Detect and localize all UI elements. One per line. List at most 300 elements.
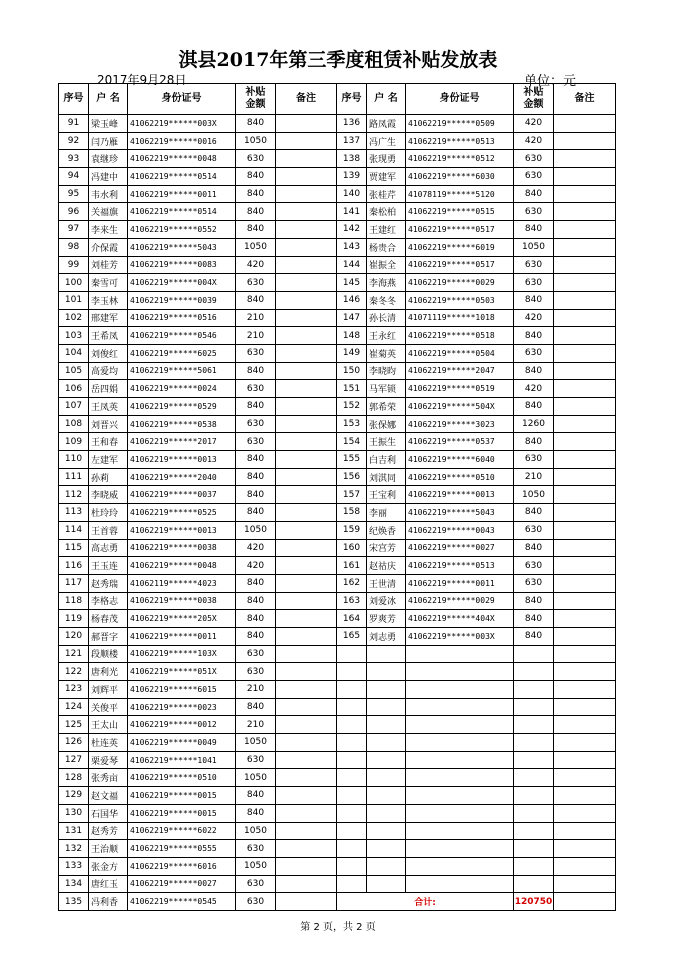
amount-cell: 840 (236, 787, 276, 805)
id-cell: 41062219******0545 (128, 893, 236, 911)
empty-cell (406, 787, 514, 805)
name-cell: 高志勇 (89, 539, 128, 557)
remark-cell (554, 256, 616, 274)
id-cell: 41062219******0546 (128, 327, 236, 345)
amount-cell: 630 (236, 893, 276, 911)
table-row (59, 804, 616, 822)
table-row (59, 398, 616, 416)
amount-cell: 840 (236, 804, 276, 822)
seq-cell: 111 (59, 468, 89, 486)
table-row (59, 168, 616, 186)
id-cell: 41062219******0039 (128, 291, 236, 309)
id-cell: 41062219******0503 (406, 291, 514, 309)
name-cell: 冯广生 (367, 132, 406, 150)
remark-cell (276, 309, 337, 327)
amount-cell: 630 (514, 203, 554, 221)
id-cell: 41071119******1018 (406, 309, 514, 327)
name-cell: 白吉利 (367, 451, 406, 469)
empty-cell (514, 734, 554, 752)
id-cell: 41062219******0029 (406, 592, 514, 610)
seq-cell: 163 (337, 592, 367, 610)
table-row (59, 751, 616, 769)
remark-cell (276, 168, 337, 186)
amount-cell: 630 (236, 433, 276, 451)
seq-cell: 110 (59, 451, 89, 469)
amount-cell: 630 (236, 415, 276, 433)
id-cell: 41062219******5043 (406, 504, 514, 522)
amount-cell: 840 (514, 592, 554, 610)
seq-cell: 132 (59, 840, 89, 858)
name-cell: 李海燕 (367, 274, 406, 292)
table-row (59, 857, 616, 875)
header-amount-line1: 补贴 (523, 87, 544, 98)
remark-cell (554, 398, 616, 416)
id-cell: 41062219******0012 (128, 716, 236, 734)
amount-cell: 840 (236, 486, 276, 504)
amount-cell: 630 (514, 451, 554, 469)
seq-cell: 103 (59, 327, 89, 345)
name-cell: 崔菊英 (367, 344, 406, 362)
seq-cell: 144 (337, 256, 367, 274)
id-cell: 41062219******051X (128, 663, 236, 681)
seq-cell: 93 (59, 150, 89, 168)
empty-cell (514, 822, 554, 840)
id-cell: 41062119******4023 (128, 574, 236, 592)
id-cell: 41062219******0512 (406, 150, 514, 168)
remark-cell (276, 398, 337, 416)
seq-cell: 128 (59, 769, 89, 787)
empty-cell (514, 769, 554, 787)
empty-cell (337, 857, 367, 875)
remark-cell (554, 309, 616, 327)
id-cell: 41062219******0504 (406, 344, 514, 362)
header-remark: 备注 (276, 84, 337, 115)
remark-cell (276, 716, 337, 734)
remark-cell (554, 221, 616, 239)
remark-cell (276, 681, 337, 699)
name-cell: 王振生 (367, 433, 406, 451)
remark-cell (276, 645, 337, 663)
empty-cell (514, 663, 554, 681)
seq-cell: 162 (337, 574, 367, 592)
empty-cell (337, 751, 367, 769)
amount-cell: 1050 (514, 486, 554, 504)
empty-cell (554, 698, 616, 716)
remark-cell (276, 592, 337, 610)
empty-cell (554, 875, 616, 893)
table-row (59, 327, 616, 345)
remark-cell (554, 327, 616, 345)
amount-cell: 840 (514, 185, 554, 203)
amount-cell: 630 (514, 574, 554, 592)
amount-cell: 420 (514, 115, 554, 133)
remark-cell (276, 274, 337, 292)
amount-cell: 210 (236, 309, 276, 327)
name-cell: 宋宫芳 (367, 539, 406, 557)
amount-cell: 630 (514, 557, 554, 575)
name-cell: 杜连英 (89, 734, 128, 752)
table-row (59, 574, 616, 592)
seq-cell: 112 (59, 486, 89, 504)
id-cell: 41062219******003X (406, 627, 514, 645)
table-row (59, 557, 616, 575)
amount-cell: 630 (514, 256, 554, 274)
id-cell: 41062219******0011 (406, 574, 514, 592)
seq-cell: 160 (337, 539, 367, 557)
id-cell: 41062219******0037 (128, 486, 236, 504)
seq-cell: 158 (337, 504, 367, 522)
empty-cell (554, 804, 616, 822)
remark-cell (276, 203, 337, 221)
empty-cell (367, 875, 406, 893)
remark-cell (554, 468, 616, 486)
name-cell: 介保霞 (89, 238, 128, 256)
page-footer: 第 2 页，共 2 页 (300, 922, 376, 933)
remark-cell (276, 415, 337, 433)
empty-cell (514, 645, 554, 663)
id-cell: 41062219******0049 (128, 734, 236, 752)
remark-cell (554, 557, 616, 575)
amount-cell: 420 (514, 380, 554, 398)
seq-cell: 151 (337, 380, 367, 398)
seq-cell: 150 (337, 362, 367, 380)
table-row (59, 309, 616, 327)
remark-cell (276, 822, 337, 840)
table-row (59, 769, 616, 787)
name-cell: 路凤霞 (367, 115, 406, 133)
remark-cell (276, 787, 337, 805)
table-row (59, 415, 616, 433)
table-row (59, 521, 616, 539)
header-seq: 序号 (59, 84, 89, 115)
empty-cell (514, 751, 554, 769)
id-cell: 41062219******0529 (128, 398, 236, 416)
name-cell: 石国华 (89, 804, 128, 822)
header-remark: 备注 (554, 84, 616, 115)
name-cell: 秦冬冬 (367, 291, 406, 309)
seq-cell: 117 (59, 574, 89, 592)
empty-cell (406, 822, 514, 840)
id-cell: 41062219******5043 (128, 238, 236, 256)
seq-cell: 108 (59, 415, 89, 433)
amount-cell: 210 (236, 327, 276, 345)
empty-cell (367, 751, 406, 769)
remark-cell (276, 291, 337, 309)
amount-cell: 1050 (236, 238, 276, 256)
seq-cell: 97 (59, 221, 89, 239)
id-cell: 41062219******0513 (406, 557, 514, 575)
header-row (59, 84, 616, 115)
table-row (59, 238, 616, 256)
amount-cell: 840 (236, 398, 276, 416)
empty-cell (406, 645, 514, 663)
amount-cell: 840 (236, 185, 276, 203)
empty-cell (514, 804, 554, 822)
empty-cell (367, 663, 406, 681)
empty-cell (337, 663, 367, 681)
amount-cell: 630 (236, 875, 276, 893)
header-amount-line2: 金额 (523, 99, 544, 110)
table-body (59, 115, 616, 911)
name-cell: 袁继珍 (89, 150, 128, 168)
id-cell: 41062219******0048 (128, 150, 236, 168)
empty-cell (337, 681, 367, 699)
remark-cell (276, 327, 337, 345)
id-cell: 41062219******0517 (406, 256, 514, 274)
amount-cell: 840 (236, 451, 276, 469)
name-cell: 李玉林 (89, 291, 128, 309)
seq-cell: 165 (337, 627, 367, 645)
id-cell: 41062219******0519 (406, 380, 514, 398)
table-row (59, 681, 616, 699)
empty-cell (406, 663, 514, 681)
id-cell: 41062219******6016 (128, 857, 236, 875)
seq-cell: 99 (59, 256, 89, 274)
id-cell: 41062219******0043 (406, 521, 514, 539)
amount-cell: 840 (236, 504, 276, 522)
amount-cell: 840 (236, 468, 276, 486)
empty-cell (367, 698, 406, 716)
amount-cell: 630 (236, 150, 276, 168)
id-cell: 41062219******0517 (406, 221, 514, 239)
seq-cell: 143 (337, 238, 367, 256)
name-cell: 马军锁 (367, 380, 406, 398)
amount-cell: 840 (514, 362, 554, 380)
name-cell: 关俊平 (89, 698, 128, 716)
table-row (59, 734, 616, 752)
empty-cell (337, 822, 367, 840)
id-cell: 41062219******0510 (128, 769, 236, 787)
name-cell: 秦松柏 (367, 203, 406, 221)
seq-cell: 139 (337, 168, 367, 186)
name-cell: 王治顺 (89, 840, 128, 858)
seq-cell: 126 (59, 734, 89, 752)
table-row (59, 344, 616, 362)
remark-cell (276, 857, 337, 875)
seq-cell: 147 (337, 309, 367, 327)
amount-cell: 840 (236, 221, 276, 239)
seq-cell: 154 (337, 433, 367, 451)
id-cell: 41062219******0029 (406, 274, 514, 292)
amount-cell: 630 (514, 150, 554, 168)
header-amount (236, 84, 276, 115)
header-name: 户 名 (89, 84, 128, 115)
name-cell: 张现勇 (367, 150, 406, 168)
amount-cell: 840 (514, 291, 554, 309)
seq-cell: 141 (337, 203, 367, 221)
empty-cell (406, 751, 514, 769)
amount-cell: 630 (514, 521, 554, 539)
seq-cell: 155 (337, 451, 367, 469)
id-cell: 41062219******2047 (406, 362, 514, 380)
amount-cell: 1050 (236, 521, 276, 539)
seq-cell: 137 (337, 132, 367, 150)
id-cell: 41078119******5120 (406, 185, 514, 203)
amount-cell: 630 (514, 344, 554, 362)
id-cell: 41062219******3023 (406, 415, 514, 433)
remark-cell (554, 291, 616, 309)
empty-cell (514, 840, 554, 858)
table-row (59, 115, 616, 133)
remark-cell (276, 627, 337, 645)
seq-cell: 135 (59, 893, 89, 911)
id-cell: 41062219******504X (406, 398, 514, 416)
name-cell: 孙长清 (367, 309, 406, 327)
table-row (59, 698, 616, 716)
empty-cell (337, 645, 367, 663)
amount-cell: 840 (236, 203, 276, 221)
seq-cell: 116 (59, 557, 89, 575)
table-row (59, 362, 616, 380)
amount-cell: 840 (236, 627, 276, 645)
amount-cell: 840 (236, 362, 276, 380)
table-row (59, 203, 616, 221)
id-cell: 41062219******0513 (406, 132, 514, 150)
name-cell: 罗爽芳 (367, 610, 406, 628)
seq-cell: 127 (59, 751, 89, 769)
amount-cell: 420 (236, 539, 276, 557)
amount-cell: 420 (514, 132, 554, 150)
remark-cell (276, 256, 337, 274)
name-cell: 邢建军 (89, 309, 128, 327)
seq-cell: 159 (337, 521, 367, 539)
amount-cell: 840 (514, 398, 554, 416)
seq-cell: 102 (59, 309, 89, 327)
id-cell: 41062219******2040 (128, 468, 236, 486)
seq-cell: 122 (59, 663, 89, 681)
remark-cell (276, 893, 337, 911)
total-label: 合计: (337, 893, 514, 911)
remark-cell (554, 893, 616, 911)
name-cell: 岳四娟 (89, 380, 128, 398)
empty-cell (406, 681, 514, 699)
amount-cell: 840 (236, 592, 276, 610)
seq-cell: 123 (59, 681, 89, 699)
seq-cell: 152 (337, 398, 367, 416)
empty-cell (554, 734, 616, 752)
id-cell: 41062219******0516 (128, 309, 236, 327)
remark-cell (276, 574, 337, 592)
table-row (59, 539, 616, 557)
seq-cell: 164 (337, 610, 367, 628)
header-name: 户 名 (367, 84, 406, 115)
name-cell: 唐利光 (89, 663, 128, 681)
remark-cell (554, 592, 616, 610)
amount-cell: 1050 (236, 857, 276, 875)
id-cell: 41062219******2017 (128, 433, 236, 451)
seq-cell: 142 (337, 221, 367, 239)
id-cell: 41062219******0514 (128, 203, 236, 221)
id-cell: 41062219******0555 (128, 840, 236, 858)
name-cell: 刘爱冰 (367, 592, 406, 610)
empty-cell (367, 734, 406, 752)
id-cell: 41062219******6015 (128, 681, 236, 699)
amount-cell: 630 (514, 168, 554, 186)
remark-cell (276, 221, 337, 239)
amount-cell: 420 (514, 309, 554, 327)
table-row (59, 627, 616, 645)
remark-cell (276, 804, 337, 822)
amount-cell: 210 (514, 468, 554, 486)
empty-cell (367, 645, 406, 663)
name-cell: 王首蓉 (89, 521, 128, 539)
seq-cell: 146 (337, 291, 367, 309)
table-row (59, 645, 616, 663)
seq-cell: 136 (337, 115, 367, 133)
seq-cell: 156 (337, 468, 367, 486)
empty-cell (367, 787, 406, 805)
empty-cell (406, 857, 514, 875)
remark-cell (554, 433, 616, 451)
empty-cell (554, 751, 616, 769)
remark-cell (554, 610, 616, 628)
empty-cell (514, 857, 554, 875)
name-cell: 高爱均 (89, 362, 128, 380)
amount-cell: 630 (236, 663, 276, 681)
id-cell: 41062219******0083 (128, 256, 236, 274)
seq-cell: 153 (337, 415, 367, 433)
remark-cell (276, 840, 337, 858)
seq-cell: 109 (59, 433, 89, 451)
name-cell: 李晓昀 (367, 362, 406, 380)
empty-cell (406, 840, 514, 858)
amount-cell: 630 (236, 840, 276, 858)
remark-cell (276, 451, 337, 469)
name-cell: 韦水利 (89, 185, 128, 203)
amount-cell: 420 (236, 256, 276, 274)
table-row (59, 787, 616, 805)
remark-cell (276, 751, 337, 769)
empty-cell (367, 681, 406, 699)
empty-cell (337, 734, 367, 752)
empty-cell (367, 822, 406, 840)
id-cell: 41062219******0510 (406, 468, 514, 486)
name-cell: 贾建军 (367, 168, 406, 186)
name-cell: 唐红玉 (89, 875, 128, 893)
id-cell: 41062219******6030 (406, 168, 514, 186)
table-row (59, 150, 616, 168)
id-cell: 41062219******1041 (128, 751, 236, 769)
remark-cell (554, 115, 616, 133)
table-row (59, 291, 616, 309)
name-cell: 栗爱琴 (89, 751, 128, 769)
id-cell: 41062219******0552 (128, 221, 236, 239)
empty-cell (337, 787, 367, 805)
table-row (59, 274, 616, 292)
seq-cell: 96 (59, 203, 89, 221)
empty-cell (367, 716, 406, 734)
empty-cell (554, 716, 616, 734)
id-cell: 41062219******0515 (406, 203, 514, 221)
seq-cell: 104 (59, 344, 89, 362)
name-cell: 刘俊红 (89, 344, 128, 362)
id-cell: 41062219******0525 (128, 504, 236, 522)
id-cell: 41062219******6019 (406, 238, 514, 256)
empty-cell (554, 681, 616, 699)
remark-cell (276, 238, 337, 256)
id-cell: 41062219******0011 (128, 627, 236, 645)
remark-cell (554, 521, 616, 539)
total-value: 120750 (514, 893, 554, 911)
id-cell: 41062219******404X (406, 610, 514, 628)
name-cell: 纪焕香 (367, 521, 406, 539)
header-seq: 序号 (337, 84, 367, 115)
date-label: 2017年9月28日 (97, 73, 187, 87)
name-cell: 刘淇同 (367, 468, 406, 486)
seq-cell: 118 (59, 592, 89, 610)
seq-cell: 101 (59, 291, 89, 309)
name-cell: 刘桂芳 (89, 256, 128, 274)
